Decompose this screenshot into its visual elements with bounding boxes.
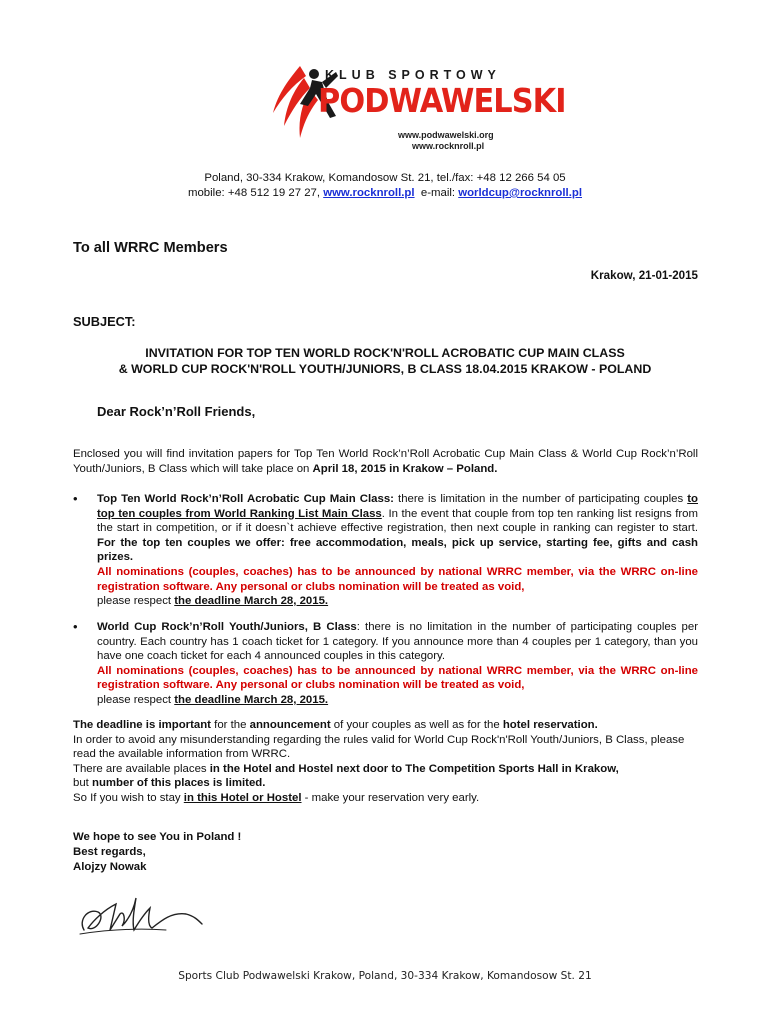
closing-hope: We hope to see You in Poland ! [73,831,242,843]
bullet-youth-juniors-text [97,620,698,708]
deadline-paragraph [73,718,698,806]
rules-info: In order to avoid any misunderstanding regarding the rules valid for World Cup Rock'n'Roll Youth/Juniors, B Class, please read the available information from WRRC. [73,733,685,761]
limited-bold: number of this places is limited. [92,777,266,790]
bullet-main-class-text [97,492,698,609]
places-hotel: in the Hotel and Hostel next door to The Competition Sports Hall in Krakow, [209,762,619,775]
intro-text: Enclosed you will find invitation papers for Top Ten World Rock’n’Roll Acrobatic Cup Main Class & World Cup Rock’n’Roll Youth/Juniors, B Class which will take place on [73,448,698,475]
bullet2-nomination-warning: All nominations (couples, coaches) has to be announced by national WRRC member, via the WRRC on-line registration software. Any personal or clubs nomination will be treated as void, [97,664,698,692]
contact-email-label: e-mail: [414,187,459,199]
website-link[interactable]: www.rocknroll.pl [323,187,415,199]
bullet-main-class [73,492,698,612]
email-link[interactable]: worldcup@rocknroll.pl [458,187,582,199]
bullet2-heading: World Cup Rock’n’Roll Youth/Juniors, B Class [97,621,357,633]
title-line-1: INVITATION FOR TOP TEN WORLD ROCK'N'ROLL ACROBATIC CUP MAIN CLASS [145,346,625,360]
limited-text: but [73,777,92,790]
intro-date-location: April 18, 2015 in Krakow – Poland. [312,462,498,475]
intro-paragraph [73,447,698,476]
handwritten-signature [76,890,206,940]
footer-address: Sports Club Podwawelski Krakow, Poland, 30-334 Krakow, Komandosow St. 21 [178,970,592,982]
bullet2-text1: : there is no limitation in the number of participating couples per country. Each country has 1 coach ticket for 1 category. If you announce more than 4 couples per 1 category, than you have one coach ticket for each 4 announced couples in this category. [97,621,699,663]
deadline-text2: of your couples as well as for the [330,719,503,731]
bullet-youth-juniors [73,620,698,710]
title-line-2: & WORLD CUP ROCK'N'ROLL YOUTH/JUNIORS, B CLASS 18.04.2015 KRAKOW - POLAND [118,362,652,376]
bullet2-respect: please respect [97,693,175,706]
bullet1-text2: . In the event that couple from top ten ranking list resigns from the start in competition, or if it doesn`t achieve effective registration, then next couple in ranking can register to start. [97,507,698,535]
logo-url-rocknroll: www.rocknroll.pl [412,141,485,151]
bullet2-deadline: the deadline March 28, 2015. [174,693,329,706]
logo-club-name: PODWAWELSKI [318,81,566,120]
stay-hotel: in this Hotel or Hostel [183,791,302,804]
deadline-important: The deadline is important [73,719,211,731]
recipient-heading: To all WRRC Members [73,240,228,256]
logo-url-podwawelski: www.podwawelski.org [398,130,494,140]
bullet1-offer: For the top ten couples we offer: free accommodation, meals, pick up service, starting fee, gifts and cash prizes. [97,536,698,564]
bullet1-deadline: the deadline March 28, 2015. [174,595,329,608]
stay-text: So If you wish to stay [73,791,184,804]
bullet-marker: • [73,491,78,506]
bullet1-text1: there is limitation in the number of participating couples [393,493,688,505]
bullet1-heading: Top Ten World Rock’n’Roll Acrobatic Cup Main Class: [97,493,394,505]
closing-block [73,830,241,875]
greeting: Dear Rock’n’Roll Friends, [97,404,256,419]
places-text: There are available places [73,762,210,775]
deadline-announcement: announcement [249,719,331,731]
bullet1-nomination-warning: All nominations (couples, coaches) has to be announced by national WRRC member, via the WRRC on-line registration software. Any personal or clubs nomination will be treated as void, [97,565,698,593]
stay-reservation: - make your reservation very early. [301,791,480,804]
logo-club-top: KLUB SPORTOWY [325,68,501,82]
club-logo [270,58,566,158]
deadline-hotel: hotel reservation. [502,719,598,731]
subject-label: SUBJECT: [73,314,136,329]
deadline-text1: for the [210,719,250,731]
contact-address: Poland, 30-334 Krakow, Komandosow St. 21, tel./fax: +48 12 266 54 05 [204,172,566,184]
contact-mobile: mobile: +48 512 19 27 27, [187,187,324,199]
bullet-marker: • [73,619,78,634]
bullet1-underlined: to top ten couples from World Ranking List Main Class [97,493,698,520]
bullet1-respect: please respect [97,595,175,608]
closing-signatory: Alojzy Nowak [73,861,147,873]
closing-regards: Best regards, [73,846,146,858]
contact-mobile-email [0,187,770,199]
letter-date: Krakow, 21-01-2015 [590,269,698,282]
